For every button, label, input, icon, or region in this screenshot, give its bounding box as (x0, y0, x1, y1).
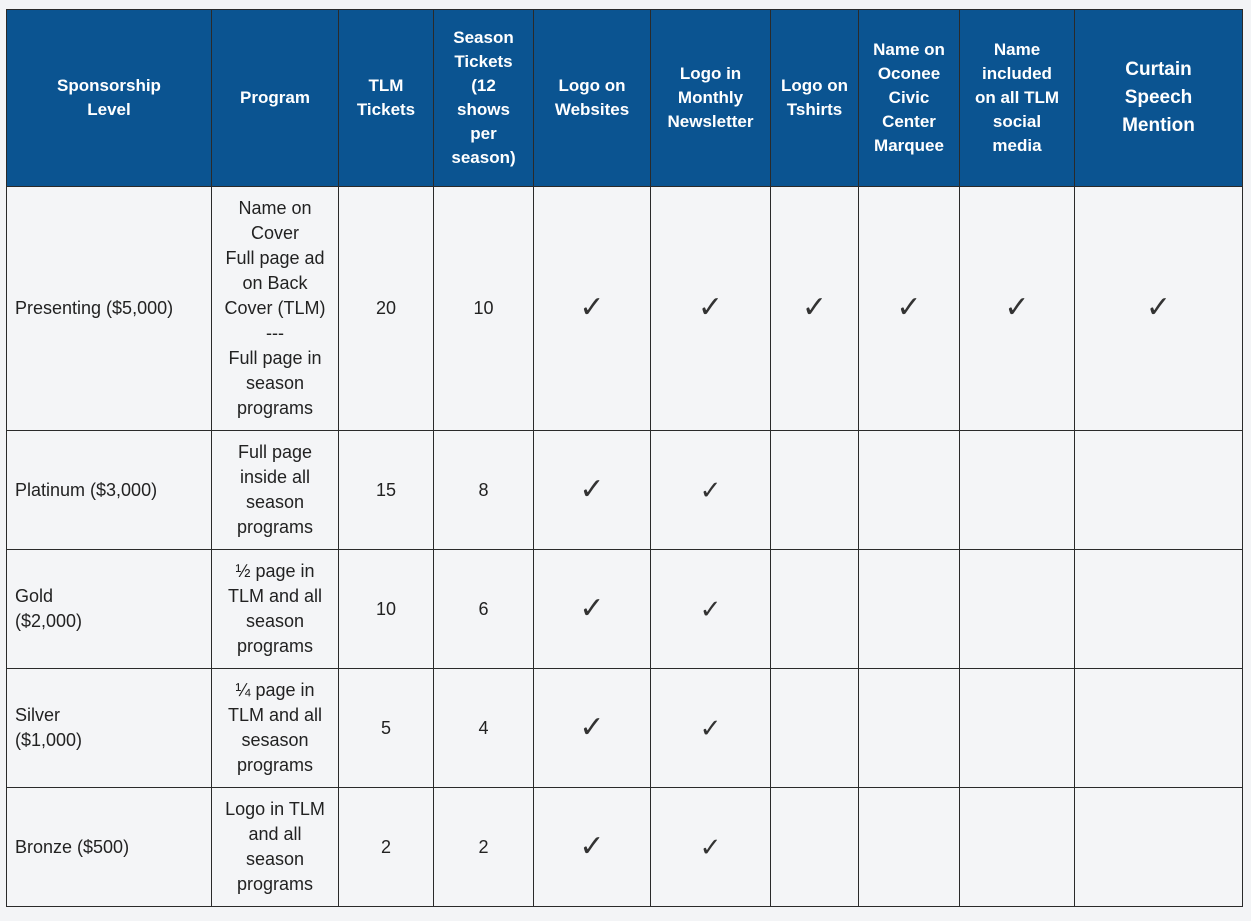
logo-websites-cell (534, 788, 651, 907)
logo-tshirts-cell (771, 788, 859, 907)
season-tickets-value: 6 (478, 598, 489, 619)
checkmark-icon: ✓ (1145, 291, 1172, 324)
column-header-line: Sponsorship (57, 76, 161, 95)
program-text: Name on (238, 198, 312, 218)
column-header-line: Speech (1124, 87, 1193, 108)
column-header-line: Curtain (1125, 59, 1192, 80)
column-header-line: Program (240, 88, 310, 107)
logo-tshirts-cell (771, 187, 859, 431)
column-header-line: Name (993, 40, 1041, 59)
column-header-line: Season (453, 28, 514, 47)
checkmark-icon: ✓ (699, 474, 722, 505)
program-text: TLM and all (227, 705, 323, 725)
season-tickets-cell (434, 550, 534, 669)
curtain-cell (1075, 550, 1243, 669)
column-header-line: per (470, 124, 497, 143)
tlm-tickets-cell (339, 788, 434, 907)
column-header-tlm-tickets (339, 10, 434, 187)
checkmark-icon: ✓ (896, 291, 922, 324)
column-header-line: Level (87, 100, 131, 119)
column-header-line: Tickets (356, 100, 416, 119)
column-header-line: Websites (554, 100, 630, 119)
program-text: season (245, 373, 305, 393)
checkmark-icon: ✓ (699, 831, 722, 862)
program-text: TLM and all (227, 586, 323, 606)
social-cell (960, 187, 1075, 431)
column-header-line: Name on (873, 40, 945, 59)
curtain-cell (1075, 669, 1243, 788)
curtain-cell (1075, 788, 1243, 907)
tlm-tickets-cell (339, 669, 434, 788)
tlm-tickets-value: 5 (380, 717, 391, 738)
social-cell (960, 431, 1075, 550)
program-cell (212, 187, 339, 431)
column-header-season-tickets (434, 10, 534, 187)
column-header-line: Civic (888, 88, 930, 107)
season-tickets-cell (434, 788, 534, 907)
social-cell (960, 669, 1075, 788)
tlm-tickets-value: 2 (380, 836, 391, 857)
marquee-cell (859, 788, 960, 907)
marquee-cell (859, 431, 960, 550)
tlm-tickets-cell (339, 431, 434, 550)
curtain-cell (1075, 187, 1243, 431)
program-cell (212, 550, 339, 669)
column-header-line: Tickets (454, 52, 513, 71)
program-text: on Back (242, 273, 308, 293)
season-tickets-cell (434, 669, 534, 788)
marquee-cell (859, 187, 960, 431)
season-tickets-value: 4 (478, 717, 489, 738)
program-text: Full page (237, 442, 313, 462)
program-text: season (245, 492, 305, 512)
tlm-tickets-value: 15 (375, 479, 397, 500)
program-text: season (245, 849, 305, 869)
column-header-logo-newsletter (651, 10, 771, 187)
program-text: and all (248, 824, 302, 844)
checkmark-icon: ✓ (579, 291, 605, 324)
sponsorship-level-text: Bronze ($500) (15, 836, 130, 857)
program-text: Cover (250, 223, 299, 243)
table-row (7, 187, 1243, 431)
sponsorship-level-text: Presenting ($5,000) (15, 298, 174, 318)
logo-tshirts-cell (771, 550, 859, 669)
tlm-tickets-cell (339, 550, 434, 669)
column-header-line: Tshirts (786, 100, 843, 119)
season-tickets-cell (434, 187, 534, 431)
sponsorship-level-cell (7, 669, 212, 788)
social-cell (960, 550, 1075, 669)
program-text: ¼ page in (235, 680, 315, 700)
sponsorship-level-text: Platinum ($3,000) (15, 479, 158, 500)
logo-newsletter-cell (651, 431, 771, 550)
column-header-program (212, 10, 339, 187)
checkmark-icon: ✓ (697, 291, 724, 324)
program-text: ½ page in (235, 561, 315, 581)
checkmark-icon: ✓ (579, 472, 605, 506)
sponsorship-level-cell (7, 187, 212, 431)
column-header-line: social (992, 112, 1042, 131)
column-header-line: included (982, 64, 1052, 83)
program-text: Logo in TLM (225, 799, 325, 819)
column-header-line: Monthly (677, 88, 744, 107)
logo-tshirts-cell (771, 669, 859, 788)
program-text: season (245, 611, 305, 631)
table-body (7, 187, 1243, 907)
column-header-logo-websites (534, 10, 651, 187)
season-tickets-cell (434, 431, 534, 550)
column-header-line: on all TLM (974, 88, 1060, 107)
column-header-curtain (1075, 10, 1243, 187)
logo-websites-cell (534, 187, 651, 431)
column-header-social (960, 10, 1075, 187)
checkmark-icon: ✓ (1004, 291, 1030, 324)
checkmark-icon: ✓ (579, 710, 605, 744)
tlm-tickets-value: 10 (375, 598, 397, 619)
column-header-line: Logo on (558, 76, 626, 95)
table-row (7, 550, 1243, 669)
checkmark-icon: ✓ (579, 829, 605, 863)
program-text: Full page in (228, 348, 322, 368)
season-tickets-value: 10 (473, 298, 494, 318)
column-header-line: (12 (471, 76, 496, 95)
program-text: programs (236, 636, 314, 656)
checkmark-icon: ✓ (699, 712, 722, 743)
column-header-line: media (992, 136, 1042, 155)
column-header-level (7, 10, 212, 187)
marquee-cell (859, 550, 960, 669)
column-header-line: shows (457, 100, 510, 119)
column-header-line: Mention (1122, 115, 1195, 136)
table-row (7, 431, 1243, 550)
logo-newsletter-cell (651, 550, 771, 669)
program-cell (212, 788, 339, 907)
column-header-line: Marquee (874, 136, 944, 155)
program-text: programs (236, 517, 314, 537)
marquee-cell (859, 669, 960, 788)
program-text: programs (236, 398, 314, 418)
sponsorship-table (6, 9, 1243, 907)
program-cell (212, 669, 339, 788)
column-header-line: season) (451, 148, 516, 167)
social-cell (960, 788, 1075, 907)
checkmark-icon: ✓ (699, 593, 722, 624)
tlm-tickets-cell (339, 187, 434, 431)
sponsorship-level-text: Gold (15, 586, 54, 606)
logo-websites-cell (534, 669, 651, 788)
logo-newsletter-cell (651, 187, 771, 431)
logo-newsletter-cell (651, 788, 771, 907)
logo-tshirts-cell (771, 431, 859, 550)
sponsorship-table-container (6, 9, 1243, 907)
column-header-line: Logo in (679, 64, 742, 83)
program-text: sesason (241, 730, 309, 750)
season-tickets-value: 2 (478, 836, 489, 857)
sponsorship-level-cell (7, 550, 212, 669)
sponsorship-level-cell (7, 788, 212, 907)
column-header-marquee (859, 10, 960, 187)
program-text: programs (236, 874, 314, 894)
logo-newsletter-cell (651, 669, 771, 788)
checkmark-icon: ✓ (579, 591, 605, 625)
program-text: programs (236, 755, 314, 775)
program-text: Full page ad (225, 248, 325, 268)
season-tickets-value: 8 (478, 479, 489, 500)
header-row (7, 10, 1243, 187)
logo-websites-cell (534, 431, 651, 550)
program-text: --- (266, 323, 284, 343)
column-header-line: Oconee (877, 64, 941, 83)
column-header-logo-tshirts (771, 10, 859, 187)
sponsorship-level-text: Silver (15, 705, 61, 725)
table-row (7, 788, 1243, 907)
table-row (7, 669, 1243, 788)
curtain-cell (1075, 431, 1243, 550)
tlm-tickets-value: 20 (375, 298, 397, 318)
column-header-line: TLM (368, 76, 404, 95)
column-header-line: Logo on (780, 76, 849, 95)
program-text: inside all (239, 467, 311, 487)
program-cell (212, 431, 339, 550)
program-text: Cover (TLM) (224, 298, 326, 318)
sponsorship-level-cell (7, 431, 212, 550)
checkmark-icon: ✓ (801, 291, 828, 324)
column-header-line: Center (882, 112, 936, 131)
logo-websites-cell (534, 550, 651, 669)
sponsorship-level-text: ($1,000) (15, 730, 83, 750)
column-header-line: Newsletter (667, 112, 754, 131)
sponsorship-level-text: ($2,000) (15, 611, 83, 631)
